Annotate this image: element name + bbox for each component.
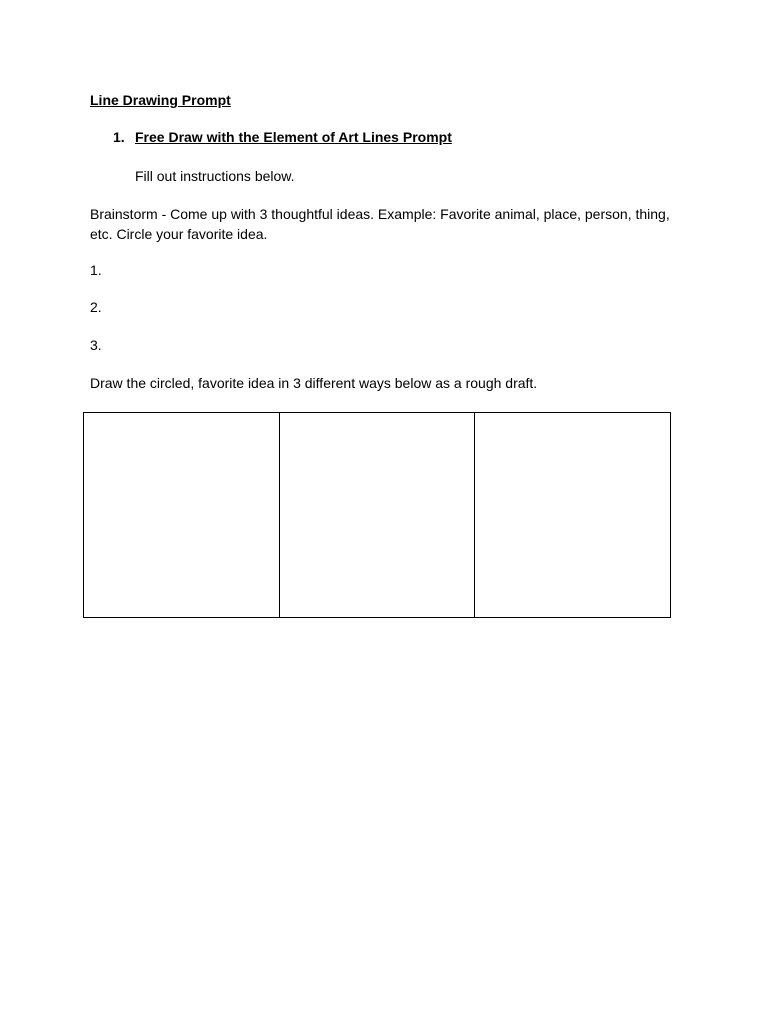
draw-instructions: Draw the circled, favorite idea in 3 different ways below as a rough draft. [90,375,538,391]
section-number: 1. [113,129,125,145]
idea-1-label: 1. [90,262,102,278]
draft-box-3[interactable] [474,413,670,617]
brainstorm-text: Brainstorm - Come up with 3 thoughtful ideas. Example: Favorite animal, place, person, thing, etc. Circle your favorite idea. [90,206,670,242]
draft-box-2[interactable] [279,413,475,617]
idea-3-label: 3. [90,337,102,353]
idea-2-label: 2. [90,299,102,315]
fill-out-instructions: Fill out instructions below. [135,168,295,184]
rough-draft-grid [83,412,671,618]
draft-box-1[interactable] [84,413,279,617]
section-heading: Free Draw with the Element of Art Lines Prompt [135,129,452,145]
page-title: Line Drawing Prompt [90,92,231,108]
